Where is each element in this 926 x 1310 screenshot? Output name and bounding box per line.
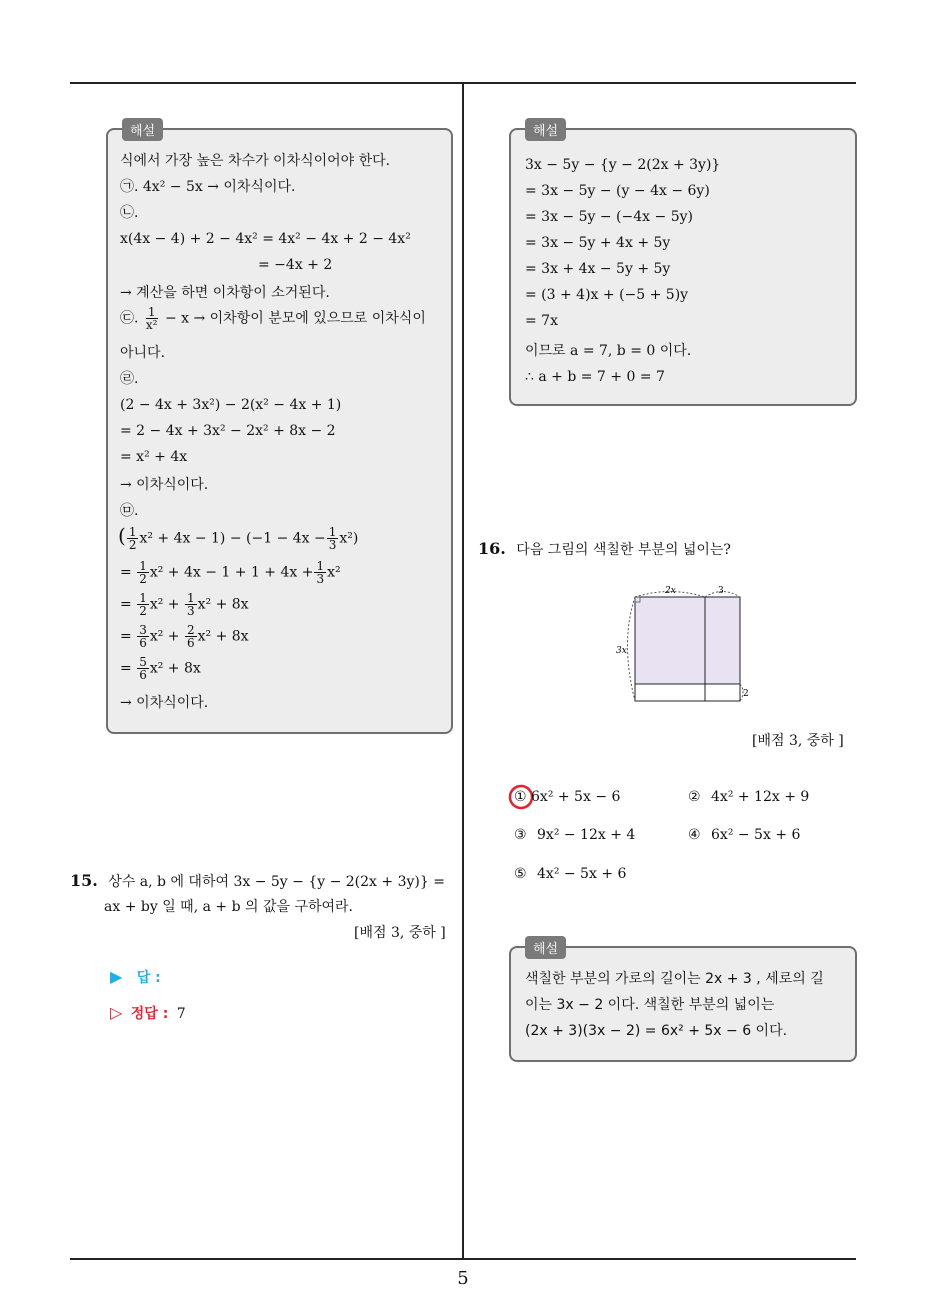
solution-line: (2x + 3)(3x − 2) = 6x² + 5x − 6 이다. bbox=[525, 1023, 788, 1039]
question-15 bbox=[70, 872, 445, 891]
label-side: 3x bbox=[616, 646, 627, 656]
answer-label: 답 : bbox=[136, 970, 161, 986]
solution-line: ㉡. bbox=[120, 205, 139, 221]
question-text-line2: ax + by 일 때, a + b 의 값을 구하여라. bbox=[104, 899, 354, 915]
solution-box-right-2 bbox=[509, 942, 857, 1062]
solution-line: → 계산을 하면 이차항이 소거된다. bbox=[120, 285, 330, 301]
choice-1[interactable]: ① 6x² + 5x − 6 bbox=[514, 789, 621, 805]
solution-tag: 해설 bbox=[122, 118, 163, 141]
solution-line: = 7x bbox=[525, 313, 558, 329]
solution-line: ㉤. bbox=[120, 503, 139, 519]
label-bottom-right: 2 bbox=[743, 689, 749, 699]
correct-arrow-icon: ▷ bbox=[110, 1003, 123, 1022]
fraction: $\frac{1}{\text{x²}}$ bbox=[145, 305, 158, 332]
solution-line: = −4x + 2 bbox=[258, 257, 333, 273]
solution-line: 3x − 5y − {y − 2(2x + 3y)} bbox=[525, 157, 721, 173]
solution-box-left bbox=[106, 124, 453, 734]
score-label: [배점 3, 중하 ] bbox=[752, 733, 844, 749]
question-number: 15. bbox=[70, 871, 98, 890]
solution-line: ∴ a + b = 7 + 0 = 7 bbox=[525, 369, 665, 385]
question-number: 16. bbox=[478, 539, 506, 558]
solution-line: ㉠. 4x² − 5x → 이차식이다. bbox=[120, 179, 296, 195]
solution-line: 이는 3x − 2 이다. 색칠한 부분의 넓이는 bbox=[525, 997, 775, 1013]
solution-line: → 이차식이다. bbox=[120, 477, 209, 493]
math-line: = $\frac{5}{6}$ x² + 8x bbox=[120, 655, 201, 682]
question-16 bbox=[478, 540, 731, 559]
solution-line: = 3x − 5y − (−4x − 5y) bbox=[525, 209, 693, 225]
solution-line: 아니다. bbox=[120, 345, 166, 361]
solution-line: = x² + 4x bbox=[120, 449, 188, 465]
area-figure bbox=[610, 582, 760, 712]
math-line: = $\frac{3}{6}$ x² + $\frac{2}{6}$ x² + 8x bbox=[120, 623, 249, 650]
solution-line: = 3x − 5y − (y − 4x − 6y) bbox=[525, 183, 710, 199]
solution-line: → 이차식이다. bbox=[120, 695, 209, 711]
correct-value: 7 bbox=[176, 1006, 186, 1022]
solution-line: ㉣. bbox=[120, 371, 139, 387]
math-line: ( $\frac{1}{2}$ x² + 4x − 1) − (−1 − 4x − $\frac{1}{3}$ x²) bbox=[118, 523, 359, 552]
math-line: = $\frac{1}{2}$ x² + $\frac{1}{3}$ x² + 8x bbox=[120, 591, 249, 618]
bottom-rule bbox=[70, 1258, 856, 1260]
math-line: = $\frac{1}{2}$ x² + 4x − 1 + 1 + 4x + $\frac{1}{3}$ x² bbox=[120, 559, 341, 586]
correct-row bbox=[110, 1004, 186, 1023]
solution-line: (2 − 4x + 3x²) − 2(x² − 4x + 1) bbox=[120, 397, 342, 413]
column-divider bbox=[462, 84, 464, 1260]
answer-arrow-icon: ▶ bbox=[110, 967, 123, 986]
choice-4[interactable]: ④ 6x² − 5x + 6 bbox=[688, 827, 801, 843]
solution-line: x(4x − 4) + 2 − 4x² = 4x² − 4x + 2 − 4x² bbox=[120, 231, 411, 247]
solution-tag: 해설 bbox=[525, 936, 566, 959]
score-label: [배점 3, 중하 ] bbox=[354, 925, 446, 941]
label-top-right: 3 bbox=[718, 586, 724, 596]
solution-line: 색칠한 부분의 가로의 길이는 2x + 3 , 세로의 길 bbox=[525, 971, 824, 987]
page-number: 5 bbox=[457, 1268, 469, 1289]
solution-line: = (3 + 4)x + (−5 + 5)y bbox=[525, 287, 689, 303]
choice-2[interactable]: ② 4x² + 12x + 9 bbox=[688, 789, 810, 805]
solution-box-right-1 bbox=[509, 124, 857, 406]
question-text: 상수 a, b 에 대하여 3x − 5y − {y − 2(2x + 3y)} = bbox=[108, 874, 445, 890]
choice-3[interactable]: ③ 9x² − 12x + 4 bbox=[514, 827, 636, 843]
solution-line: 식에서 가장 높은 차수가 이차식이어야 한다. bbox=[120, 153, 391, 169]
solution-line: 이므로 a = 7, b = 0 이다. bbox=[525, 343, 692, 359]
solution-line: ㉢. $\frac{1}{\text{x²}}$ − x → 이차항이 분모에 있으므로 이차식이 bbox=[120, 305, 426, 332]
solution-line: = 2 − 4x + 3x² − 2x² + 8x − 2 bbox=[120, 423, 336, 439]
label-top-left: 2x bbox=[665, 586, 676, 596]
solution-tag: 해설 bbox=[525, 118, 566, 141]
correct-label: 정답 : bbox=[130, 1006, 169, 1022]
solution-line: = 3x + 4x − 5y + 5y bbox=[525, 261, 671, 277]
solution-line: = 3x − 5y + 4x + 5y bbox=[525, 235, 671, 251]
choice-5[interactable]: ⑤ 4x² − 5x + 6 bbox=[514, 866, 627, 882]
left-brace bbox=[628, 597, 636, 701]
answer-row[interactable] bbox=[110, 968, 161, 987]
question-text: 다음 그림의 색칠한 부분의 넓이는? bbox=[516, 542, 731, 558]
shaded-region bbox=[635, 597, 740, 684]
